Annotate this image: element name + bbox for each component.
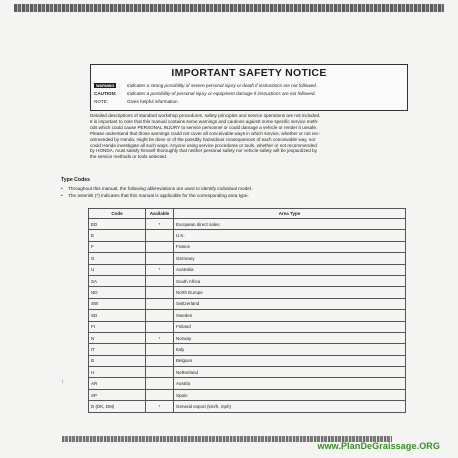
cell-available <box>146 230 174 241</box>
cell-available <box>146 253 174 264</box>
table-row <box>89 241 406 252</box>
cell-available <box>146 344 174 355</box>
cell-code: F <box>89 241 146 252</box>
cell-code: D (DK, DM) <box>89 401 146 412</box>
cell-area: Australia <box>174 264 406 275</box>
paragraph-line: It is important to note that this manual contains some warnings and cautions against some specific service meth- <box>90 118 319 124</box>
note-label: NOTE: <box>94 99 109 104</box>
paragraph-line: ommended by Honda, might be done or of the possibly hazardous consequences of each conceivable way, nor <box>90 136 316 142</box>
cell-available: * <box>146 401 174 412</box>
caution-label: CAUTION: <box>94 91 117 96</box>
cell-area: France <box>174 241 406 252</box>
paragraph-line: Please understand that those warnings could not cover all conceivable ways in which service, whether or not rec- <box>90 130 320 136</box>
cell-area: Finland <box>174 321 406 332</box>
cell-available <box>146 389 174 400</box>
table-row <box>89 298 406 309</box>
bullet-item <box>61 186 252 191</box>
cell-code: ED <box>89 219 146 230</box>
safety-paragraph <box>90 113 410 160</box>
table-row <box>89 389 406 400</box>
cell-area: U.K. <box>174 230 406 241</box>
cell-available <box>146 355 174 366</box>
cell-code: IT <box>89 344 146 355</box>
cell-code: SW <box>89 298 146 309</box>
table-row <box>89 367 406 378</box>
bullet-dot-icon: • <box>61 193 63 198</box>
table-row <box>89 355 406 366</box>
cell-code: SA <box>89 275 146 286</box>
table-row <box>89 378 406 389</box>
header-code: Code <box>89 209 146 219</box>
cell-available <box>146 310 174 321</box>
cell-area: Netherland <box>174 367 406 378</box>
notice-title: IMPORTANT SAFETY NOTICE <box>171 67 327 79</box>
type-codes-table <box>88 208 406 413</box>
table-row <box>89 401 406 412</box>
table-row <box>89 219 406 230</box>
cell-area: Spain <box>174 389 406 400</box>
watermark-logo: www.PlanDeGraissage.ORG <box>317 441 440 451</box>
cell-available <box>146 241 174 252</box>
cell-code: U <box>89 264 146 275</box>
paragraph-line: Detailed descriptions of standard workshop procedures, safety principles and service operations are not included. <box>90 113 321 118</box>
cell-available: * <box>146 264 174 275</box>
bullet-text: The asterisk (*) indicates that this manual is applicable for the corresponding area type. <box>68 193 249 198</box>
cell-area: Sweden <box>174 310 406 321</box>
cell-area: Norway <box>174 332 406 343</box>
warning-badge: WARNING <box>96 83 115 88</box>
cell-available <box>146 298 174 309</box>
table-row <box>89 310 406 321</box>
cell-available: * <box>146 332 174 343</box>
cell-code: H <box>89 367 146 378</box>
cell-available <box>146 378 174 389</box>
cell-area: South Africa <box>174 275 406 286</box>
paragraph-line: by HONDA, must satisfy himself thoroughly that neither personal safety nor vehicle safety will be jeopardized by <box>90 148 317 154</box>
paragraph-line: could Honda investigate all such ways. Anyone using service procedures or tools, whether or not recommended <box>90 142 317 148</box>
table-row <box>89 275 406 286</box>
table-row <box>89 264 406 275</box>
table-header-row <box>89 209 406 219</box>
cell-available <box>146 275 174 286</box>
scan-artifact-top <box>14 4 444 12</box>
header-available: Available <box>146 209 174 219</box>
cell-area: Austria <box>174 378 406 389</box>
cell-code: SD <box>89 310 146 321</box>
cell-code: AR <box>89 378 146 389</box>
table-body <box>89 219 406 413</box>
table-row <box>89 332 406 343</box>
cell-area: Switzerland <box>174 298 406 309</box>
cell-area: Germany <box>174 253 406 264</box>
cell-area: Belgium <box>174 355 406 366</box>
cell-code: E <box>89 230 146 241</box>
note-text: Gives helpful information. <box>127 99 179 104</box>
warning-text: Indicates a strong possibility of severe personal injury or death if instructions are not followed. <box>127 83 317 88</box>
type-codes-title: Type Codes <box>61 177 91 183</box>
cell-area: North Europe <box>174 287 406 298</box>
bullet-item <box>61 193 249 198</box>
cell-code: SP <box>89 389 146 400</box>
cell-code: ND <box>89 287 146 298</box>
paragraph-line: ods which could cause PERSONAL INJURY to service personnel or could damage a vehicle or render it unsafe. <box>90 124 318 130</box>
safety-notice-box <box>90 64 408 111</box>
cell-area: European direct sales <box>174 219 406 230</box>
cell-available: * <box>146 219 174 230</box>
cell-area: General export (km/h, mph) <box>174 401 406 412</box>
bullet-text: Throughout this manual, the following abbreviations are used to identify individual model. <box>68 186 253 191</box>
margin-mark: | <box>62 378 64 383</box>
paragraph-line: the service methods or tools selected. <box>90 154 168 160</box>
cell-area: Italy <box>174 344 406 355</box>
cell-code: FI <box>89 321 146 332</box>
table-row <box>89 253 406 264</box>
caution-text: Indicates a possibility of personal injury or equipment damage if instructions are not followed. <box>127 91 316 96</box>
cell-code: N <box>89 332 146 343</box>
bullet-dot-icon: • <box>61 186 63 191</box>
table-row <box>89 321 406 332</box>
header-area-type: Area Type <box>174 209 406 219</box>
cell-available <box>146 287 174 298</box>
cell-code: G <box>89 253 146 264</box>
cell-available <box>146 367 174 378</box>
table-row <box>89 287 406 298</box>
cell-code: B <box>89 355 146 366</box>
table-row <box>89 344 406 355</box>
table-row <box>89 230 406 241</box>
cell-available <box>146 321 174 332</box>
